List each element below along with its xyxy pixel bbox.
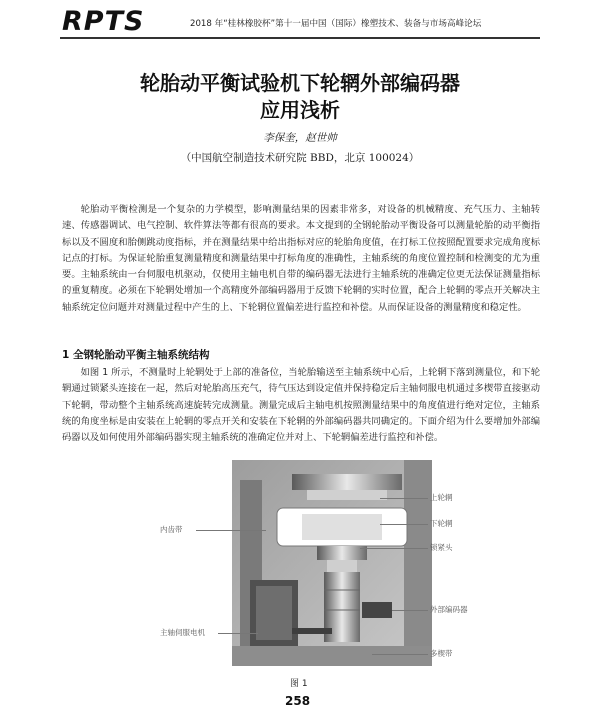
- page-number: 258: [285, 694, 311, 708]
- title-line-1: 轮胎动平衡试验机下轮辋外部编码器: [140, 71, 460, 95]
- affiliation: （中国航空制造技术研究院 BBD，北京 100024）: [180, 152, 420, 164]
- leader-lower-rim: [380, 524, 428, 525]
- paper-title: [60, 70, 540, 124]
- leader-spindle-motor: [218, 633, 258, 634]
- label-upper-rim: 上轮辋: [430, 493, 453, 502]
- header-rule: [60, 37, 540, 39]
- page-header: [0, 0, 600, 44]
- leader-encoder: [392, 610, 428, 611]
- leader-upper-rim: [380, 498, 428, 499]
- title-line-2: 应用浅析: [260, 98, 340, 122]
- conference-title: 2018 年“桂林橡胶杯”第十一届中国（国际）橡塑技术、装备与市场高峰论坛: [190, 19, 482, 29]
- leader-inner-belt: [196, 530, 266, 531]
- figure-1-image: [232, 460, 432, 666]
- leader-lock-head: [360, 548, 428, 549]
- label-belt: 多楔带: [430, 649, 453, 658]
- section-1-body: 如图 1 所示，不测量时上轮辋处于上部的准备位，当轮胎输送至主轴系统中心后，上轮辋下落到测量位，和下轮辋通过锁紧头连接在一起，然后对轮胎高压充气，待气压达到设定值并保持稳定后主轴伺服电机通过多楔带直接驱动下轮辋，带动整个主轴系统高速旋转完成测量。测量完成后主轴电机按照测量结果中的角度值进行绝对定位，主轴系统的角度坐标是由安装在上轮辋的零点开关和安装在下轮辋的外部编码器共同确定的。下面介绍为什么要增加外部编码器以及如何使用外部编码器实现主轴系统的准确定位并对上、下轮辋偏差进行监控和补偿。: [62, 367, 540, 444]
- figure-1-caption: 图 1: [290, 679, 308, 689]
- section-1-heading: 1 全钢轮胎动平衡主轴系统结构: [62, 349, 210, 361]
- label-encoder: 外部编码器: [430, 605, 468, 614]
- authors: 李保奎，赵世帅: [263, 132, 337, 144]
- label-spindle-motor: 主轴伺服电机: [160, 628, 205, 637]
- leader-belt: [372, 654, 428, 655]
- abstract: 轮胎动平衡检测是一个复杂的力学模型，影响测量结果的因素非常多，对设备的机械精度、充气压力、主轴转速、传感器调试、电气控制、软件算法等都有很高的要求。本文提到的全钢轮胎动平衡设备可以测量轮胎的动平衡指标以及不圆度和胎侧跳动度指标，并在测量结果中给出指标对应的轮胎角度值，在打标工位按照配置要求完成角度标记点的打标。为保证轮胎重复测量精度和测量结果中打标角度的准确性，主轴系统的角度位置控制和检测变的尤为重要。主轴系统由一台伺服电机驱动，仅使用主轴电机自带的编码器无法进行主轴系统的准确定位更无法保证测量指标的重复精度。必须在下轮辋处增加一个高精度外部编码器用于反馈下轮辋的实时位置，配合上轮辋的零点开关解决主轴系统定位问题并对测量过程中产生的上、下轮辋位置偏差进行监控和补偿。从而保证设备的测量精度和稳定性。: [62, 204, 540, 313]
- label-lower-rim: 下轮辋: [430, 519, 453, 528]
- journal-logo: RPTS: [62, 6, 145, 37]
- label-lock-head: 锁紧头: [430, 543, 453, 552]
- spindle-assembly-illustration: [232, 460, 432, 666]
- label-inner-belt: 内齿带: [160, 525, 183, 534]
